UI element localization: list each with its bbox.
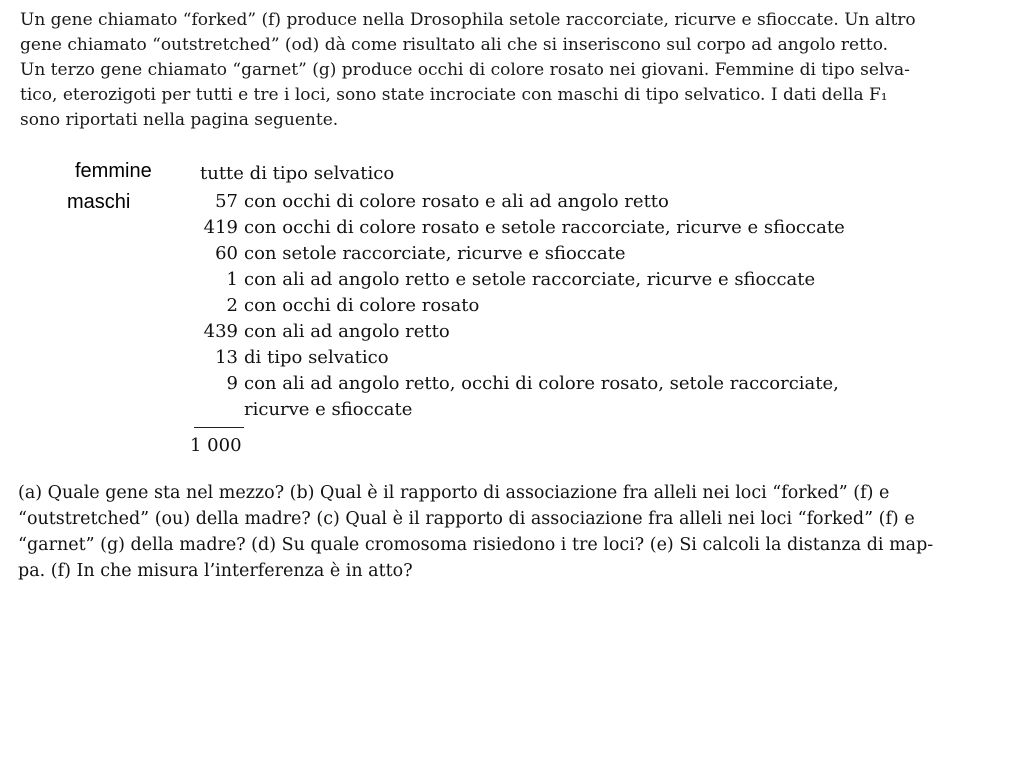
row-desc: con occhi di colore rosato e setole raccorciate, ricurve e sfioccate	[244, 217, 845, 238]
row-count: 1	[226, 269, 238, 290]
questions-paragraph	[18, 480, 988, 584]
question-line: “garnet” (g) della madre? (d) Su quale cromosoma risiedono i tre loci? (e) Si calcoli la distanza di map-	[18, 535, 934, 555]
intro-line: Un terzo gene chiamato “garnet” (g) produce occhi di colore rosato nei giovani. Femmine di tipo selva-	[20, 60, 910, 80]
maschi-row	[190, 347, 389, 368]
row-desc: con ali ad angolo retto, occhi di colore rosato, setole raccorciate,	[244, 373, 839, 394]
maschi-row	[190, 191, 669, 212]
label-femmine: femmine	[75, 160, 152, 182]
row-desc: con occhi di colore rosato	[244, 295, 480, 316]
maschi-row	[190, 269, 815, 290]
row-count: 57	[215, 191, 238, 212]
label-maschi: maschi	[67, 191, 131, 213]
row-count: 9	[226, 373, 238, 394]
row-count: 13	[215, 347, 238, 368]
intro-line: Un gene chiamato “forked” (f) produce nella Drosophila setole raccorciate, ricurve e sfioccate. Un altro	[20, 10, 916, 30]
maschi-row	[190, 217, 845, 238]
intro-line: sono riportati nella pagina seguente.	[20, 110, 339, 130]
intro-line: gene chiamato “outstretched” (od) dà come risultato ali che si inseriscono sul corpo ad angolo retto.	[20, 35, 889, 55]
row-count: 439	[203, 321, 238, 342]
row-desc: con setole raccorciate, ricurve e sfioccate	[244, 243, 626, 264]
row-desc: di tipo selvatico	[244, 347, 389, 368]
question-line: pa. (f) In che misura l’interferenza è in atto?	[18, 561, 413, 581]
sum-rule	[194, 427, 244, 428]
question-line: “outstretched” (ou) della madre? (c) Qual è il rapporto di associazione fra alleli nei loci “forked” (f) e	[18, 509, 915, 529]
maschi-row	[190, 243, 626, 264]
row-count: 60	[215, 243, 238, 264]
maschi-row	[190, 373, 839, 394]
question-line: (a) Quale gene sta nel mezzo? (b) Qual è il rapporto di associazione fra alleli nei loci “forked” (f) e	[18, 483, 890, 503]
maschi-row	[190, 321, 450, 342]
row-desc: con ali ad angolo retto	[244, 321, 450, 342]
row-count: 419	[203, 217, 238, 238]
femmine-result: tutte di tipo selvatico	[200, 163, 395, 184]
row-desc: con occhi di colore rosato e ali ad angolo retto	[244, 191, 669, 212]
row-continuation: ricurve e sfioccate	[244, 399, 413, 420]
intro-line: tico, eterozigoti per tutti e tre i loci, sono state incrociate con maschi di tipo selvatico. I dati della F₁	[20, 85, 888, 105]
intro-paragraph	[20, 8, 950, 133]
total-count: 1 000	[190, 435, 242, 456]
row-desc: con ali ad angolo retto e setole raccorciate, ricurve e sfioccate	[244, 269, 816, 290]
row-count: 2	[226, 295, 238, 316]
maschi-row	[190, 295, 479, 316]
